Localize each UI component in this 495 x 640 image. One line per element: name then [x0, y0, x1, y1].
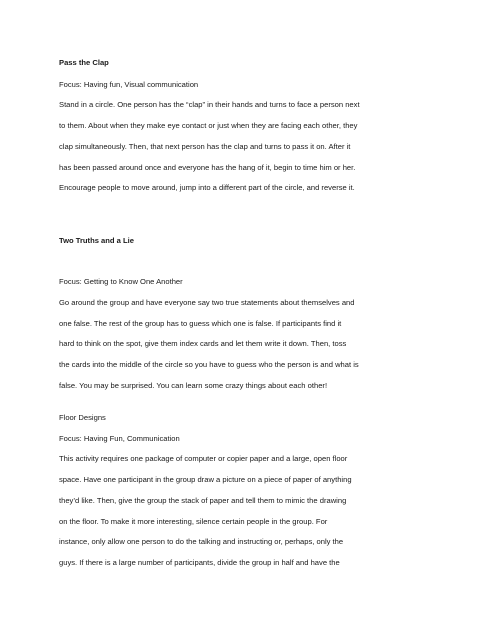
- paragraph-line: Stand in a circle. One person has the “clap” in their hands and turns to face a person next: [59, 100, 360, 109]
- paragraph-line: the cards into the middle of the circle so you have to guess who the person is and what is: [59, 360, 359, 369]
- paragraph-line: one false. The rest of the group has to guess which one is false. If participants find it: [59, 319, 342, 328]
- paragraph-line: Go around the group and have everyone say two true statements about themselves and: [59, 298, 355, 307]
- paragraph-line: guys. If there is a large number of participants, divide the group in half and have the: [59, 558, 340, 567]
- paragraph-line: has been passed around once and everyone has the hang of it, begin to time him or her.: [59, 163, 356, 172]
- paragraph-line: to them. About when they make eye contact or just when they are facing each other, they: [59, 121, 358, 130]
- paragraph-line: This activity requires one package of computer or copier paper and a large, open floor: [59, 454, 348, 463]
- paragraph-line: instance, only allow one person to do the talking and instructing or, perhaps, only the: [59, 537, 344, 546]
- section-title-floor-designs: Floor Designs: [59, 413, 106, 422]
- section-focus: Focus: Having Fun, Communication: [59, 434, 180, 443]
- paragraph-line: they’d like. Then, give the group the stack of paper and tell them to mimic the drawing: [59, 496, 347, 505]
- paragraph-line: hard to think on the spot, give them index cards and let them write it down. Then, toss: [59, 339, 347, 348]
- section-focus: Focus: Having fun, Visual communication: [59, 80, 199, 89]
- section-title-two-truths: Two Truths and a Lie: [59, 236, 134, 245]
- paragraph-line: on the floor. To make it more interesting, silence certain people in the group. For: [59, 517, 328, 526]
- paragraph-line: clap simultaneously. Then, that next person has the clap and turns to pass it on. After it: [59, 142, 351, 151]
- section-title-pass-the-clap: Pass the Clap: [59, 58, 109, 67]
- section-focus: Focus: Getting to Know One Another: [59, 277, 183, 286]
- paragraph-line: Encourage people to move around, jump into a different part of the circle, and reverse it.: [59, 183, 355, 192]
- paragraph-line: false. You may be surprised. You can learn some crazy things about each other!: [59, 381, 328, 390]
- paragraph-line: space. Have one participant in the group draw a picture on a piece of paper of anything: [59, 475, 352, 484]
